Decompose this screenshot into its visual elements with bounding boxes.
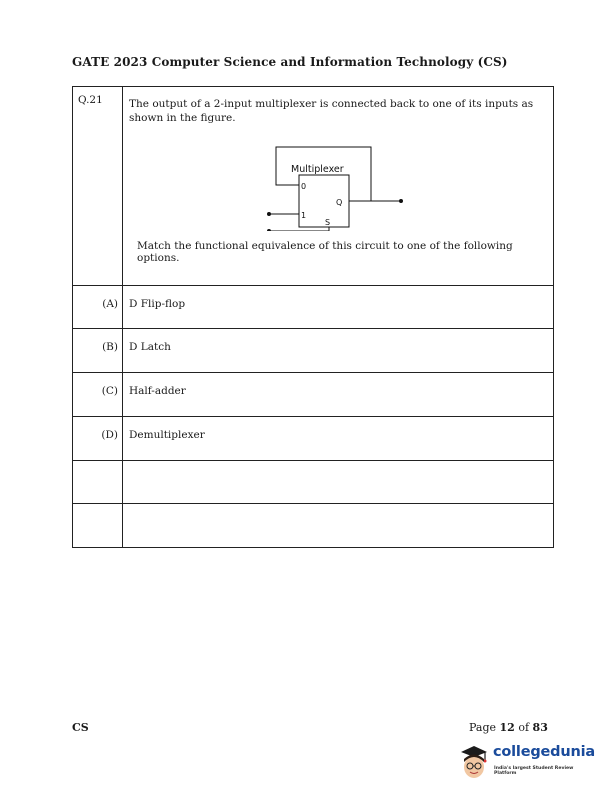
empty-row	[73, 461, 554, 504]
empty-row	[73, 504, 554, 548]
option-d-label: (D)	[101, 429, 118, 441]
mux-input0-label: 0	[301, 182, 307, 191]
question-table	[72, 86, 554, 548]
question-stem: The output of a 2-input multiplexer is connected back to one of its inputs as shown in the figure.	[129, 98, 534, 124]
footer-page-number	[469, 721, 548, 734]
option-row-c	[73, 373, 554, 417]
question-prompt: Match the functional equivalence of this circuit to one of the following options.	[137, 240, 513, 264]
question-row	[73, 87, 554, 286]
output-terminal	[399, 199, 403, 203]
option-row-b	[73, 329, 554, 373]
mux-output-label: Q	[336, 198, 343, 207]
option-row-a	[73, 286, 554, 329]
page-total: 83	[532, 721, 548, 734]
option-b-label: (B)	[102, 341, 118, 353]
input1-terminal	[267, 212, 271, 216]
option-c-text: Half-adder	[129, 385, 186, 397]
option-d-text: Demultiplexer	[129, 429, 205, 441]
option-a-label: (A)	[102, 298, 118, 310]
page-prefix: Page	[469, 721, 497, 734]
question-number-cell	[73, 87, 123, 286]
option-a-text: D Flip-flop	[129, 298, 186, 310]
collegedunia-logo	[457, 742, 595, 786]
mux-select-label: S	[325, 218, 331, 227]
option-row-d	[73, 417, 554, 461]
brand-name: collegedunia	[493, 744, 595, 760]
page-header-title: GATE 2023 Computer Science and Information Technology (CS)	[72, 55, 508, 69]
mascot-icon	[457, 742, 491, 782]
brand-tagline: India's largest Student Review Platform	[494, 766, 574, 776]
page-current: 12	[499, 721, 515, 734]
footer-subject-code: CS	[72, 721, 89, 734]
question-number: Q.21	[78, 94, 103, 106]
question-body-cell	[123, 87, 554, 286]
page-of: of	[518, 721, 530, 734]
select-terminal	[267, 229, 271, 231]
mux-block-label: Multiplexer	[291, 164, 344, 175]
option-b-text: D Latch	[129, 341, 171, 353]
multiplexer-diagram	[263, 141, 413, 231]
mux-input1-label: 1	[301, 211, 307, 220]
option-c-label: (C)	[101, 385, 118, 397]
